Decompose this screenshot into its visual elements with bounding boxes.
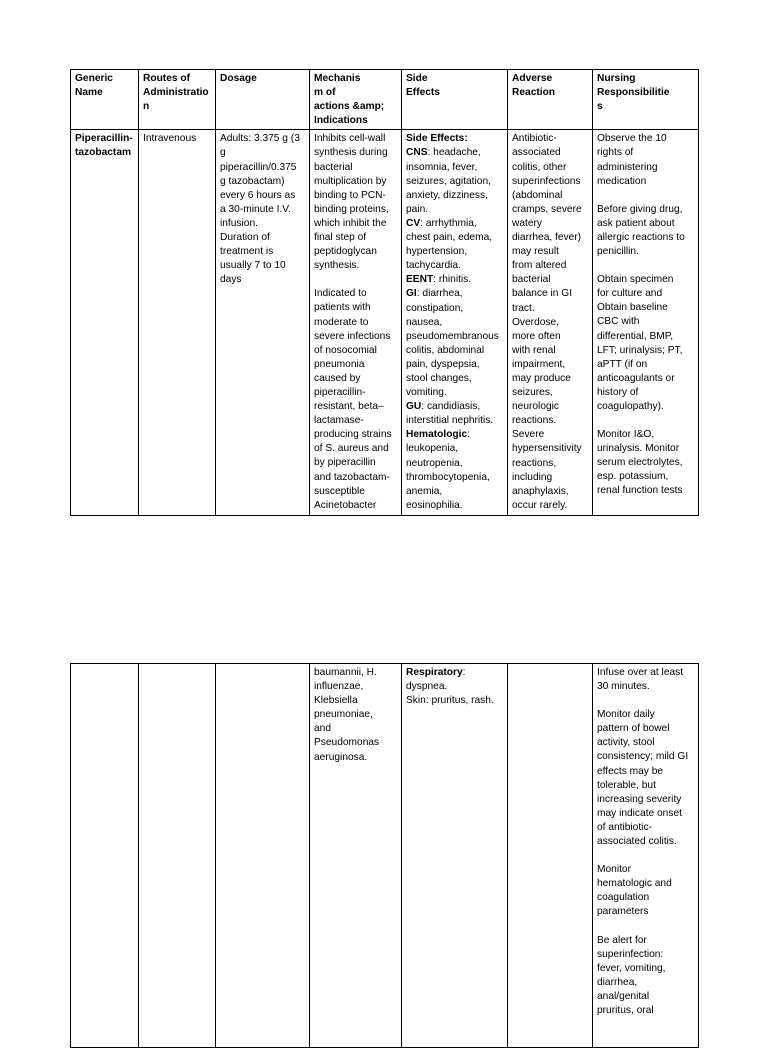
side-effect-entry: CV: arrhythmia, <box>406 217 477 229</box>
header-line: Side <box>406 73 428 84</box>
side-effect-label: Side Effects: <box>406 133 468 145</box>
cell-line: Inhibits cell-wall <box>314 133 386 145</box>
generic-name-cell <box>71 664 139 1048</box>
cell-line: CBC with <box>597 316 640 328</box>
cell-line: seizures, <box>512 387 553 399</box>
cell-line: allergic reactions to <box>597 231 685 243</box>
cell-line: Antibiotic- <box>512 133 557 145</box>
route-cell <box>139 664 216 1048</box>
cell-line: tolerable, but <box>597 779 656 791</box>
cell-line: hypertension, <box>406 246 468 258</box>
cell-line: leukopenia, <box>406 443 459 455</box>
cell-line: differential, BMP, <box>597 330 674 342</box>
cell-line: a 30-minute I.V. <box>220 203 291 215</box>
cell-line: reactions, <box>512 457 557 469</box>
cell-line: impairment, <box>512 358 566 370</box>
header-adverse-reaction <box>508 70 593 130</box>
cell-line: Duration of <box>220 232 270 244</box>
cell-line: resistant, beta– <box>314 401 384 413</box>
cell-line: stool changes, <box>406 372 472 384</box>
cell-line: effects may be <box>597 765 664 777</box>
cell-line: thrombocytopenia, <box>406 471 490 483</box>
paragraph-gap <box>597 694 695 708</box>
header-generic-name <box>71 70 139 130</box>
cell-line: tract. <box>512 302 535 314</box>
cell-line: diarrhea, fever) <box>512 232 582 244</box>
cell-line: anaphylaxis, <box>512 485 569 497</box>
cell-line: of nosocomial <box>314 344 377 356</box>
cell-line: constipation, <box>406 302 464 314</box>
side-effect-entry: GU: candidiasis, <box>406 401 481 413</box>
paragraph-gap <box>314 273 398 287</box>
header-mechanism <box>310 70 402 130</box>
header-line: Adverse <box>512 73 553 84</box>
cell-line: binding to PCN- <box>314 189 386 201</box>
adverse-reaction-cell <box>508 130 593 516</box>
cell-line: serum electrolytes, <box>597 457 683 469</box>
cell-line: 30 minutes. <box>597 681 650 693</box>
cell-line: Obtain specimen <box>597 274 674 286</box>
cell-line: of antibiotic- <box>597 821 652 833</box>
table-row <box>71 130 699 516</box>
cell-line: activity, stool <box>597 737 655 749</box>
cell-line: pain. <box>406 203 429 215</box>
paragraph-gap <box>597 259 695 273</box>
cell-line: neurologic <box>512 401 560 413</box>
side-effect-label: GI <box>406 288 417 300</box>
dosage-cell <box>216 130 310 516</box>
side-effect-label: Hematologic <box>406 429 468 441</box>
cell-line: eosinophilia. <box>406 499 463 511</box>
header-routes <box>139 70 216 130</box>
route-cell: Intravenous <box>139 130 216 516</box>
cell-line: anticoagulants or <box>597 372 675 384</box>
side-effect-entry: Skin: pruritus, rash. <box>406 695 494 707</box>
header-line: Administratio <box>143 87 209 99</box>
cell-line: neutropenia, <box>406 457 463 469</box>
cell-line: associated <box>512 147 561 159</box>
header-line: Generic <box>75 73 113 84</box>
cell-line: vomiting. <box>406 387 447 399</box>
cell-line: pneumoniae, <box>314 709 373 721</box>
cell-line: administering <box>597 161 658 173</box>
cell-line: pain, dyspepsia, <box>406 358 480 370</box>
cell-line: superinfection: <box>597 948 664 960</box>
cell-line: superinfections <box>512 175 581 187</box>
header-line: Responsibilitie <box>597 87 670 99</box>
cell-line: including <box>512 471 553 483</box>
cell-line: more often <box>512 330 561 342</box>
cell-line: Before giving drug, <box>597 203 683 215</box>
header-line: Indications <box>314 115 368 127</box>
header-side-effects <box>402 70 508 130</box>
cell-line: pneumonia <box>314 358 365 370</box>
header-line: actions &amp; <box>314 101 385 113</box>
header-line: Dosage <box>220 73 257 84</box>
dosage-cell <box>216 664 310 1048</box>
side-effect-label: CV <box>406 217 421 229</box>
cell-line: diarrhea, <box>597 976 638 988</box>
cell-line: of S. aureus and <box>314 443 389 455</box>
cell-line: pattern of bowel <box>597 723 670 735</box>
cell-line: Be alert for <box>597 934 647 946</box>
side-effect-label: GU <box>406 401 422 413</box>
cell-line: increasing severity <box>597 793 682 805</box>
cell-line: and tazobactam- <box>314 471 390 483</box>
cell-line: colitis, abdominal <box>406 344 485 356</box>
paragraph-gap <box>597 920 695 934</box>
side-effect-entry: CNS: headache, <box>406 147 481 159</box>
mechanism-cell <box>310 130 402 516</box>
cell-line: from altered <box>512 260 567 272</box>
cell-line: watery <box>512 217 543 229</box>
cell-line: Acinetobacter <box>314 499 377 511</box>
cell-line: may produce <box>512 372 571 384</box>
cell-line: synthesis during <box>314 147 388 159</box>
cell-line: Klebsiella <box>314 695 358 707</box>
side-effect-entry: Hematologic: <box>406 429 470 441</box>
cell-line: producing strains <box>314 429 392 441</box>
header-line: Name <box>75 87 103 99</box>
cell-line: insomnia, fever, <box>406 161 478 173</box>
header-line: Effects <box>406 87 440 99</box>
cell-line: Indicated to <box>314 288 367 300</box>
cell-line: Severe <box>512 429 545 441</box>
cell-line: urinalysis. Monitor <box>597 443 680 455</box>
paragraph-gap <box>597 849 695 863</box>
side-effect-entry: Respiratory: <box>406 667 466 678</box>
cell-line: which inhibit the <box>314 217 387 229</box>
cell-line: bacterial <box>512 274 551 286</box>
cell-line: final step of <box>314 232 367 244</box>
cell-line: influenzae, <box>314 681 364 693</box>
cell-line: piperacillin- <box>314 386 366 398</box>
cell-line: pruritus, oral <box>597 1004 654 1016</box>
drug-table-page1 <box>70 69 699 516</box>
cell-line: seizures, agitation, <box>406 175 491 187</box>
drug-table-page2 <box>70 663 699 1048</box>
table-row <box>71 664 699 1048</box>
cell-line: fever, vomiting, <box>597 962 666 974</box>
cell-line: treatment is <box>220 246 274 258</box>
cell-line: bacterial <box>314 161 353 173</box>
cell-line: hypersensitivity <box>512 443 582 455</box>
cell-line: may indicate onset <box>597 807 682 819</box>
cell-line: caused by <box>314 372 361 384</box>
cell-line: Observe the 10 <box>597 133 667 145</box>
side-effect-label: Respiratory <box>406 667 463 678</box>
cell-line: Monitor <box>597 864 631 876</box>
cell-line: ask patient about <box>597 217 675 229</box>
cell-line: aPTT (if on <box>597 358 648 370</box>
cell-line: penicillin. <box>597 246 639 258</box>
cell-line: usually 7 to 10 <box>220 260 286 272</box>
mechanism-cell <box>310 664 402 1048</box>
cell-line: binding proteins, <box>314 203 389 215</box>
cell-line: baumannii, H. <box>314 667 377 678</box>
cell-line: coagulation <box>597 892 650 904</box>
side-effects-cell <box>402 664 508 1048</box>
cell-line: Monitor daily <box>597 709 655 721</box>
cell-line: moderate to <box>314 316 369 328</box>
cell-line: by piperacillin <box>314 457 376 469</box>
header-line: Mechanis <box>314 73 361 84</box>
nursing-cell <box>593 130 699 516</box>
cell-line: Adults: 3.375 g (3 <box>220 133 300 145</box>
cell-line: for culture and <box>597 288 663 300</box>
cell-line: lactamase- <box>314 415 364 427</box>
cell-line: tachycardia. <box>406 260 461 272</box>
cell-line: Obtain baseline <box>597 302 668 314</box>
cell-line: anal/genital <box>597 990 650 1002</box>
paragraph-gap <box>597 414 695 428</box>
cell-line: history of <box>597 386 639 398</box>
adverse-reaction-cell <box>508 664 593 1048</box>
side-effects-cell <box>402 130 508 516</box>
cell-line: piperacillin/0.375 <box>220 161 297 173</box>
cell-line: reactions. <box>512 415 557 427</box>
header-line: n <box>143 101 150 113</box>
cell-line: balance in GI <box>512 288 573 300</box>
cell-line: every 6 hours as <box>220 189 296 201</box>
cell-line: g <box>220 147 226 159</box>
cell-line: peptidoglycan <box>314 246 377 258</box>
cell-line: esp. potassium, <box>597 471 669 483</box>
header-dosage <box>216 70 310 130</box>
generic-name-cell: Piperacillin- tazobactam <box>71 130 139 516</box>
side-effect-label: CNS <box>406 147 428 159</box>
cell-line: rights of <box>597 147 634 159</box>
cell-line: Monitor I&O, <box>597 429 655 441</box>
cell-line: renal function tests <box>597 485 683 497</box>
cell-line: anemia, <box>406 485 443 497</box>
header-line: s <box>597 101 603 113</box>
side-effect-entry: EENT: rhinitis. <box>406 274 472 286</box>
cell-line: susceptible <box>314 485 365 497</box>
cell-line: consistency; mild GI <box>597 751 689 763</box>
header-nursing <box>593 70 699 130</box>
cell-line: parameters <box>597 906 649 918</box>
cell-line: patients with <box>314 302 371 314</box>
cell-line: g tazobactam) <box>220 175 285 187</box>
side-effect-entry <box>406 132 504 146</box>
cell-line: aeruginosa. <box>314 751 368 763</box>
cell-line: pseudomembranous <box>406 330 499 342</box>
cell-line: dyspnea. <box>406 681 448 693</box>
side-effect-entry: GI: diarrhea, <box>406 288 463 300</box>
cell-line: may result <box>512 246 559 258</box>
cell-line: synthesis. <box>314 260 360 272</box>
header-line: Reaction <box>512 87 556 99</box>
cell-line: anxiety, dizziness, <box>406 189 488 201</box>
cell-line: infusion. <box>220 217 258 229</box>
header-line: m of <box>314 87 336 99</box>
nursing-cell <box>593 664 699 1048</box>
cell-line: with renal <box>512 344 556 356</box>
cell-line: hematologic and <box>597 878 672 890</box>
cell-line: days <box>220 274 242 286</box>
header-line: Nursing <box>597 73 636 84</box>
cell-line: interstitial nephritis. <box>406 415 494 427</box>
cell-line: and <box>314 723 331 735</box>
cell-line: (abdominal <box>512 189 563 201</box>
cell-line: Infuse over at least <box>597 667 684 678</box>
cell-line: medication <box>597 175 647 187</box>
cell-line: cramps, severe <box>512 203 582 215</box>
cell-line: occur rarely. <box>512 499 568 511</box>
cell-line: Overdose, <box>512 316 559 328</box>
cell-line: Pseudomonas <box>314 737 380 749</box>
side-effect-label: EENT <box>406 274 434 286</box>
cell-line: multiplication by <box>314 175 387 187</box>
cell-line: coagulopathy). <box>597 400 664 412</box>
cell-line: severe infections <box>314 330 391 342</box>
cell-line: LFT; urinalysis; PT, <box>597 344 683 356</box>
cell-line: colitis, other <box>512 161 567 173</box>
cell-line: nausea, <box>406 316 443 328</box>
paragraph-gap <box>597 189 695 203</box>
table-header-row <box>71 70 699 130</box>
header-line: Routes of <box>143 73 190 84</box>
cell-line: chest pain, edema, <box>406 232 493 244</box>
cell-line: associated colitis. <box>597 836 677 848</box>
